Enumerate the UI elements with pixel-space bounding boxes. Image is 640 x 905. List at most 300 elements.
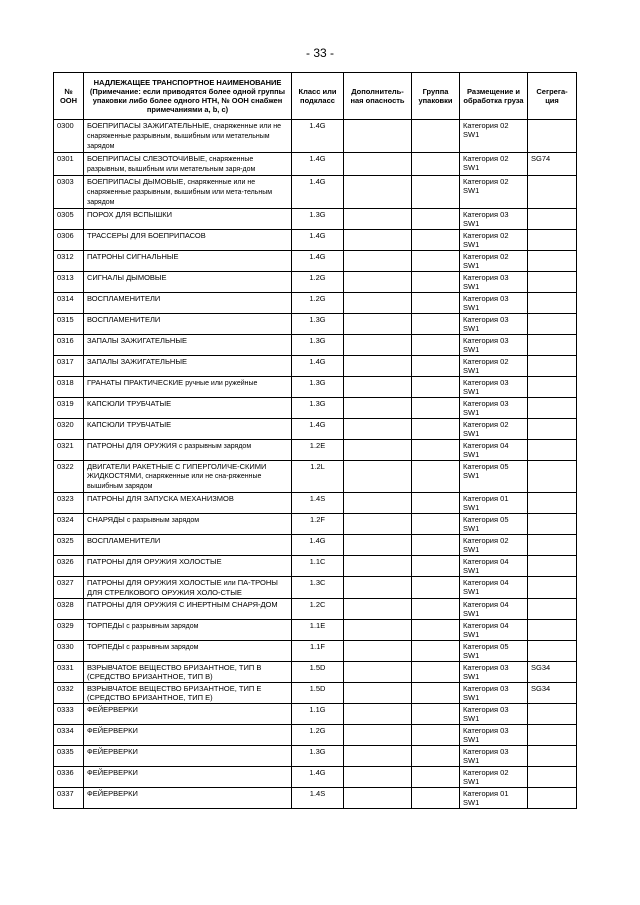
cell-segregation bbox=[528, 251, 577, 272]
shipping-name-upper: ЗАПАЛЫ ЗАЖИГАТЕЛЬНЫЕ bbox=[87, 336, 187, 345]
cell-segregation bbox=[528, 272, 577, 293]
table-row bbox=[54, 461, 577, 493]
cell-subsidiary-risk bbox=[344, 120, 412, 153]
cell-class: 1.4G bbox=[292, 356, 344, 377]
shipping-name-upper: ПАТРОНЫ ДЛЯ ОРУЖИЯ С ИНЕРТНЫМ СНАРЯ-ДОМ bbox=[87, 600, 278, 609]
cell-packing-group bbox=[412, 209, 460, 230]
cell-class: 1.3G bbox=[292, 377, 344, 398]
cell-segregation bbox=[528, 641, 577, 662]
cell-shipping-name bbox=[84, 293, 292, 314]
cell-stowage: Категория 02 SW1 bbox=[460, 535, 528, 556]
table-row bbox=[54, 641, 577, 662]
table-row bbox=[54, 230, 577, 251]
cell-subsidiary-risk bbox=[344, 767, 412, 788]
cell-stowage: Категория 05 SW1 bbox=[460, 641, 528, 662]
table-row bbox=[54, 153, 577, 176]
cell-shipping-name bbox=[84, 725, 292, 746]
cell-stowage: Категория 03 SW1 bbox=[460, 746, 528, 767]
cell-stowage: Категория 01 SW1 bbox=[460, 493, 528, 514]
cell-packing-group bbox=[412, 272, 460, 293]
cell-un-number: 0333 bbox=[54, 704, 84, 725]
cell-stowage: Категория 04 SW1 bbox=[460, 556, 528, 577]
table-row bbox=[54, 314, 577, 335]
cell-un-number: 0312 bbox=[54, 251, 84, 272]
cell-packing-group bbox=[412, 788, 460, 809]
cell-segregation bbox=[528, 293, 577, 314]
cell-shipping-name bbox=[84, 153, 292, 176]
cell-packing-group bbox=[412, 514, 460, 535]
cell-un-number: 0324 bbox=[54, 514, 84, 535]
cell-stowage: Категория 05 SW1 bbox=[460, 461, 528, 493]
table-row bbox=[54, 599, 577, 620]
shipping-name-lower: снаряженные или не сна-ряженные вышибным зарядом bbox=[87, 473, 262, 490]
cell-packing-group bbox=[412, 577, 460, 599]
cell-class: 1.4G bbox=[292, 176, 344, 209]
cell-packing-group bbox=[412, 440, 460, 461]
cell-stowage: Категория 01 SW1 bbox=[460, 788, 528, 809]
cell-segregation: SG74 bbox=[528, 153, 577, 176]
cell-un-number: 0301 bbox=[54, 153, 84, 176]
cell-packing-group bbox=[412, 599, 460, 620]
cell-packing-group bbox=[412, 725, 460, 746]
cell-subsidiary-risk bbox=[344, 535, 412, 556]
cell-shipping-name bbox=[84, 272, 292, 293]
cell-subsidiary-risk bbox=[344, 746, 412, 767]
cell-un-number: 0335 bbox=[54, 746, 84, 767]
cell-shipping-name bbox=[84, 556, 292, 577]
cell-shipping-name bbox=[84, 683, 292, 704]
cell-packing-group bbox=[412, 251, 460, 272]
cell-stowage: Категория 03 SW1 bbox=[460, 683, 528, 704]
cell-shipping-name bbox=[84, 662, 292, 683]
table-row bbox=[54, 493, 577, 514]
cell-subsidiary-risk bbox=[344, 251, 412, 272]
table-row bbox=[54, 535, 577, 556]
cell-segregation: SG34 bbox=[528, 662, 577, 683]
header-un-number: № ООН bbox=[54, 73, 84, 120]
cell-un-number: 0328 bbox=[54, 599, 84, 620]
cell-class: 1.4S bbox=[292, 493, 344, 514]
cell-un-number: 0303 bbox=[54, 176, 84, 209]
cell-un-number: 0327 bbox=[54, 577, 84, 599]
cell-subsidiary-risk bbox=[344, 356, 412, 377]
cell-subsidiary-risk bbox=[344, 272, 412, 293]
cell-segregation bbox=[528, 377, 577, 398]
cell-subsidiary-risk bbox=[344, 377, 412, 398]
shipping-name-lower: с разрывным зарядом bbox=[178, 443, 252, 450]
shipping-name-upper: БОЕПРИПАСЫ ЗАЖИГАТЕЛЬНЫЕ, bbox=[87, 121, 212, 130]
cell-un-number: 0319 bbox=[54, 398, 84, 419]
cell-segregation bbox=[528, 725, 577, 746]
cell-packing-group bbox=[412, 293, 460, 314]
cell-segregation bbox=[528, 419, 577, 440]
cell-segregation bbox=[528, 788, 577, 809]
cell-un-number: 0325 bbox=[54, 535, 84, 556]
cell-un-number: 0315 bbox=[54, 314, 84, 335]
cell-un-number: 0318 bbox=[54, 377, 84, 398]
cell-class: 1.3G bbox=[292, 314, 344, 335]
cell-shipping-name bbox=[84, 493, 292, 514]
cell-class: 1.3G bbox=[292, 335, 344, 356]
table-row bbox=[54, 251, 577, 272]
cell-packing-group bbox=[412, 767, 460, 788]
cell-shipping-name bbox=[84, 398, 292, 419]
cell-packing-group bbox=[412, 120, 460, 153]
cell-class: 1.4G bbox=[292, 153, 344, 176]
cell-subsidiary-risk bbox=[344, 641, 412, 662]
table-row bbox=[54, 176, 577, 209]
cell-un-number: 0317 bbox=[54, 356, 84, 377]
cell-segregation bbox=[528, 176, 577, 209]
cell-un-number: 0314 bbox=[54, 293, 84, 314]
table-row bbox=[54, 725, 577, 746]
cell-stowage: Категория 02 SW1 bbox=[460, 230, 528, 251]
cell-packing-group bbox=[412, 461, 460, 493]
shipping-name-upper: ТОРПЕДЫ bbox=[87, 642, 125, 651]
header-packing-group: Группа упаковки bbox=[412, 73, 460, 120]
cell-shipping-name bbox=[84, 335, 292, 356]
cell-un-number: 0330 bbox=[54, 641, 84, 662]
shipping-name-upper: ВЗРЫВЧАТОЕ ВЕЩЕСТВО БРИЗАНТНОЕ, ТИП B (СРЕДСТВО БРИЗАНТНОЕ, ТИП B) bbox=[87, 663, 262, 681]
table-row bbox=[54, 440, 577, 461]
cell-class: 1.4G bbox=[292, 120, 344, 153]
cell-un-number: 0300 bbox=[54, 120, 84, 153]
cell-stowage: Категория 04 SW1 bbox=[460, 620, 528, 641]
table-row bbox=[54, 398, 577, 419]
cell-segregation bbox=[528, 746, 577, 767]
shipping-name-lower: снаряженные разрывным, вышибным или метательным заря-дом bbox=[87, 156, 256, 173]
cell-subsidiary-risk bbox=[344, 514, 412, 535]
cell-un-number: 0331 bbox=[54, 662, 84, 683]
shipping-name-upper: ГРАНАТЫ ПРАКТИЧЕСКИЕ bbox=[87, 378, 184, 387]
cell-shipping-name bbox=[84, 314, 292, 335]
cell-un-number: 0326 bbox=[54, 556, 84, 577]
table-row bbox=[54, 514, 577, 535]
table-row bbox=[54, 767, 577, 788]
cell-subsidiary-risk bbox=[344, 153, 412, 176]
cell-segregation bbox=[528, 704, 577, 725]
cell-packing-group bbox=[412, 641, 460, 662]
cell-segregation bbox=[528, 335, 577, 356]
cell-un-number: 0316 bbox=[54, 335, 84, 356]
cell-segregation bbox=[528, 535, 577, 556]
table-body bbox=[54, 120, 577, 809]
shipping-name-upper: ФЕЙЕРВЕРКИ bbox=[87, 789, 138, 798]
table-row bbox=[54, 272, 577, 293]
cell-packing-group bbox=[412, 704, 460, 725]
cell-class: 1.5D bbox=[292, 662, 344, 683]
cell-packing-group bbox=[412, 493, 460, 514]
cell-segregation bbox=[528, 440, 577, 461]
cell-stowage: Категория 02 SW1 bbox=[460, 176, 528, 209]
cell-stowage: Категория 03 SW1 bbox=[460, 335, 528, 356]
cell-shipping-name bbox=[84, 704, 292, 725]
cell-shipping-name bbox=[84, 788, 292, 809]
header-subsidiary-risk: Дополнитель-ная опасность bbox=[344, 73, 412, 120]
cell-class: 1.4G bbox=[292, 230, 344, 251]
cell-class: 1.1F bbox=[292, 641, 344, 662]
cell-un-number: 0305 bbox=[54, 209, 84, 230]
cell-shipping-name bbox=[84, 120, 292, 153]
cell-stowage: Категория 03 SW1 bbox=[460, 272, 528, 293]
cell-stowage: Категория 03 SW1 bbox=[460, 704, 528, 725]
cell-subsidiary-risk bbox=[344, 440, 412, 461]
cell-segregation bbox=[528, 493, 577, 514]
table-row bbox=[54, 419, 577, 440]
cell-shipping-name bbox=[84, 176, 292, 209]
cell-un-number: 0313 bbox=[54, 272, 84, 293]
header-segregation: Сегрега-ция bbox=[528, 73, 577, 120]
shipping-name-upper: ФЕЙЕРВЕРКИ bbox=[87, 747, 138, 756]
cell-class: 1.4G bbox=[292, 767, 344, 788]
header-shipping-name: НАДЛЕЖАЩЕЕ ТРАНСПОРТНОЕ НАИМЕНОВАНИЕ (Примечание: если приводятся более одной группы упаковки либо более одного НТН, № ООН снабжен примечаниями a, b, c) bbox=[84, 73, 292, 120]
table-row bbox=[54, 662, 577, 683]
cell-packing-group bbox=[412, 314, 460, 335]
cell-subsidiary-risk bbox=[344, 556, 412, 577]
cell-stowage: Категория 02 SW1 bbox=[460, 251, 528, 272]
cell-un-number: 0336 bbox=[54, 767, 84, 788]
table-row bbox=[54, 335, 577, 356]
cell-class: 1.2G bbox=[292, 272, 344, 293]
cell-stowage: Категория 02 SW1 bbox=[460, 767, 528, 788]
cell-subsidiary-risk bbox=[344, 419, 412, 440]
cell-class: 1.4G bbox=[292, 535, 344, 556]
table-row bbox=[54, 556, 577, 577]
shipping-name-lower: с разрывным зарядом bbox=[126, 644, 199, 651]
shipping-name-upper: ДВИГАТЕЛИ РАКЕТНЫЕ С ГИПЕРГОЛИЧЕ-СКИМИ ЖИДКОСТЯМИ, bbox=[87, 462, 267, 480]
shipping-name-upper: БОЕПРИПАСЫ СЛЕЗОТОЧИВЫЕ, bbox=[87, 154, 208, 163]
cell-packing-group bbox=[412, 746, 460, 767]
table-row bbox=[54, 704, 577, 725]
cell-class: 1.1E bbox=[292, 620, 344, 641]
shipping-name-lower: снаряженные или не снаряженные разрывным, вышибным или метательным зарядом bbox=[87, 123, 281, 150]
cell-stowage: Категория 03 SW1 bbox=[460, 398, 528, 419]
cell-stowage: Категория 04 SW1 bbox=[460, 599, 528, 620]
cell-un-number: 0334 bbox=[54, 725, 84, 746]
cell-packing-group bbox=[412, 535, 460, 556]
shipping-name-upper: ТОРПЕДЫ bbox=[87, 621, 125, 630]
shipping-name-upper: ФЕЙЕРВЕРКИ bbox=[87, 768, 138, 777]
cell-segregation bbox=[528, 599, 577, 620]
header-stowage: Размещение и обработка груза bbox=[460, 73, 528, 120]
cell-subsidiary-risk bbox=[344, 599, 412, 620]
cell-shipping-name bbox=[84, 746, 292, 767]
cell-shipping-name bbox=[84, 767, 292, 788]
cell-stowage: Категория 02 SW1 bbox=[460, 419, 528, 440]
cell-un-number: 0306 bbox=[54, 230, 84, 251]
cell-subsidiary-risk bbox=[344, 725, 412, 746]
cell-stowage: Категория 04 SW1 bbox=[460, 440, 528, 461]
shipping-name-lower: с разрывным зарядом bbox=[126, 517, 200, 524]
cell-stowage: Категория 02 SW1 bbox=[460, 120, 528, 153]
table-row bbox=[54, 293, 577, 314]
cell-shipping-name bbox=[84, 514, 292, 535]
shipping-name-upper: СИГНАЛЫ ДЫМОВЫЕ bbox=[87, 273, 167, 282]
cell-shipping-name bbox=[84, 209, 292, 230]
shipping-name-upper: ВОСПЛАМЕНИТЕЛИ bbox=[87, 536, 161, 545]
cell-un-number: 0321 bbox=[54, 440, 84, 461]
shipping-name-upper: ПАТРОНЫ СИГНАЛЬНЫЕ bbox=[87, 252, 179, 261]
cell-un-number: 0329 bbox=[54, 620, 84, 641]
cell-segregation bbox=[528, 209, 577, 230]
table-row bbox=[54, 620, 577, 641]
cell-stowage: Категория 03 SW1 bbox=[460, 377, 528, 398]
page-number: - 33 - bbox=[305, 46, 334, 60]
shipping-name-upper: ПАТРОНЫ ДЛЯ ЗАПУСКА МЕХАНИЗМОВ bbox=[87, 494, 234, 503]
cell-stowage: Категория 03 SW1 bbox=[460, 314, 528, 335]
shipping-name-upper: ВОСПЛАМЕНИТЕЛИ bbox=[87, 315, 161, 324]
cell-subsidiary-risk bbox=[344, 314, 412, 335]
cell-segregation bbox=[528, 514, 577, 535]
cell-class: 1.3G bbox=[292, 209, 344, 230]
cell-segregation: SG34 bbox=[528, 683, 577, 704]
shipping-name-upper: ПАТРОНЫ ДЛЯ ОРУЖИЯ ХОЛОСТЫЕ bbox=[87, 557, 222, 566]
cell-stowage: Категория 02 SW1 bbox=[460, 153, 528, 176]
cell-subsidiary-risk bbox=[344, 335, 412, 356]
cell-shipping-name bbox=[84, 599, 292, 620]
shipping-name-upper: ТРАССЕРЫ ДЛЯ БОЕПРИПАСОВ bbox=[87, 231, 206, 240]
cell-shipping-name bbox=[84, 461, 292, 493]
cell-class: 1.5D bbox=[292, 683, 344, 704]
cell-un-number: 0337 bbox=[54, 788, 84, 809]
cell-subsidiary-risk bbox=[344, 461, 412, 493]
shipping-name-upper: ВОСПЛАМЕНИТЕЛИ bbox=[87, 294, 161, 303]
cell-class: 1.2E bbox=[292, 440, 344, 461]
cell-shipping-name bbox=[84, 440, 292, 461]
cell-class: 1.2G bbox=[292, 725, 344, 746]
cell-un-number: 0332 bbox=[54, 683, 84, 704]
cell-un-number: 0323 bbox=[54, 493, 84, 514]
shipping-name-upper: ПАТРОНЫ ДЛЯ ОРУЖИЯ bbox=[87, 441, 177, 450]
cell-segregation bbox=[528, 230, 577, 251]
shipping-name-upper: ЗАПАЛЫ ЗАЖИГАТЕЛЬНЫЕ bbox=[87, 357, 187, 366]
cell-packing-group bbox=[412, 662, 460, 683]
shipping-name-lower: или bbox=[223, 580, 236, 587]
shipping-name-upper: СНАРЯДЫ bbox=[87, 515, 125, 524]
cell-class: 1.3G bbox=[292, 398, 344, 419]
cell-packing-group bbox=[412, 230, 460, 251]
shipping-name-lower: ручные или ружейные bbox=[185, 380, 258, 387]
cell-subsidiary-risk bbox=[344, 209, 412, 230]
cell-packing-group bbox=[412, 176, 460, 209]
cell-packing-group bbox=[412, 556, 460, 577]
cell-class: 1.2G bbox=[292, 293, 344, 314]
cell-segregation bbox=[528, 556, 577, 577]
cell-class: 1.4G bbox=[292, 419, 344, 440]
cell-shipping-name bbox=[84, 535, 292, 556]
shipping-name-lower: снаряженные или не снаряженные разрывным, вышибным или мета-тельным зарядом bbox=[87, 179, 273, 206]
cell-subsidiary-risk bbox=[344, 683, 412, 704]
cell-subsidiary-risk bbox=[344, 704, 412, 725]
cell-stowage: Категория 03 SW1 bbox=[460, 209, 528, 230]
shipping-name-upper: КАПСЮЛИ ТРУБЧАТЫЕ bbox=[87, 420, 172, 429]
dangerous-goods-table bbox=[53, 72, 577, 809]
cell-stowage: Категория 03 SW1 bbox=[460, 293, 528, 314]
cell-packing-group bbox=[412, 356, 460, 377]
cell-class: 1.2L bbox=[292, 461, 344, 493]
cell-segregation bbox=[528, 314, 577, 335]
cell-stowage: Категория 02 SW1 bbox=[460, 356, 528, 377]
cell-stowage: Категория 04 SW1 bbox=[460, 577, 528, 599]
cell-segregation bbox=[528, 767, 577, 788]
cell-stowage: Категория 05 SW1 bbox=[460, 514, 528, 535]
shipping-name-upper: КАПСЮЛИ ТРУБЧАТЫЕ bbox=[87, 399, 172, 408]
shipping-name-upper: ФЕЙЕРВЕРКИ bbox=[87, 726, 138, 735]
cell-packing-group bbox=[412, 620, 460, 641]
cell-subsidiary-risk bbox=[344, 577, 412, 599]
cell-shipping-name bbox=[84, 230, 292, 251]
cell-segregation bbox=[528, 577, 577, 599]
table-row bbox=[54, 377, 577, 398]
cell-class: 1.4G bbox=[292, 251, 344, 272]
cell-segregation bbox=[528, 120, 577, 153]
cell-subsidiary-risk bbox=[344, 398, 412, 419]
cell-packing-group bbox=[412, 153, 460, 176]
cell-class: 1.2F bbox=[292, 514, 344, 535]
shipping-name-upper: ВЗРЫВЧАТОЕ ВЕЩЕСТВО БРИЗАНТНОЕ, ТИП E (СРЕДСТВО БРИЗАНТНОЕ, ТИП E) bbox=[87, 684, 262, 702]
cell-segregation bbox=[528, 398, 577, 419]
cell-subsidiary-risk bbox=[344, 176, 412, 209]
cell-packing-group bbox=[412, 419, 460, 440]
table-row bbox=[54, 209, 577, 230]
cell-class: 1.1C bbox=[292, 556, 344, 577]
cell-class: 1.3G bbox=[292, 746, 344, 767]
cell-shipping-name bbox=[84, 419, 292, 440]
cell-packing-group bbox=[412, 377, 460, 398]
cell-class: 1.3C bbox=[292, 577, 344, 599]
table-row bbox=[54, 356, 577, 377]
shipping-name-upper-2: ПА-ТРОНЫ ДЛЯ СТРЕЛКОВОГО ОРУЖИЯ ХОЛО-СТЫЕ bbox=[87, 578, 278, 597]
table-row bbox=[54, 788, 577, 809]
cell-shipping-name bbox=[84, 641, 292, 662]
cell-subsidiary-risk bbox=[344, 230, 412, 251]
cell-subsidiary-risk bbox=[344, 788, 412, 809]
cell-shipping-name bbox=[84, 251, 292, 272]
cell-shipping-name bbox=[84, 620, 292, 641]
cell-stowage: Категория 03 SW1 bbox=[460, 662, 528, 683]
cell-subsidiary-risk bbox=[344, 493, 412, 514]
table-row bbox=[54, 683, 577, 704]
table-row bbox=[54, 746, 577, 767]
cell-packing-group bbox=[412, 335, 460, 356]
shipping-name-lower: с разрывным зарядом bbox=[126, 623, 199, 630]
shipping-name-upper: ПОРОХ ДЛЯ ВСПЫШКИ bbox=[87, 210, 172, 219]
table-row bbox=[54, 577, 577, 599]
cell-un-number: 0322 bbox=[54, 461, 84, 493]
cell-packing-group bbox=[412, 398, 460, 419]
cell-un-number: 0320 bbox=[54, 419, 84, 440]
cell-class: 1.4S bbox=[292, 788, 344, 809]
cell-segregation bbox=[528, 620, 577, 641]
cell-subsidiary-risk bbox=[344, 620, 412, 641]
shipping-name-upper: ФЕЙЕРВЕРКИ bbox=[87, 705, 138, 714]
cell-packing-group bbox=[412, 683, 460, 704]
cell-shipping-name bbox=[84, 377, 292, 398]
cell-shipping-name bbox=[84, 356, 292, 377]
cell-segregation bbox=[528, 356, 577, 377]
shipping-name-upper: БОЕПРИПАСЫ ДЫМОВЫЕ, bbox=[87, 177, 186, 186]
cell-segregation bbox=[528, 461, 577, 493]
table-header-row bbox=[54, 73, 577, 120]
shipping-name-upper: ПАТРОНЫ ДЛЯ ОРУЖИЯ ХОЛОСТЫЕ bbox=[87, 578, 222, 587]
cell-shipping-name bbox=[84, 577, 292, 599]
cell-subsidiary-risk bbox=[344, 293, 412, 314]
cell-stowage: Категория 03 SW1 bbox=[460, 725, 528, 746]
header-class: Класс или подкласс bbox=[292, 73, 344, 120]
cell-class: 1.1G bbox=[292, 704, 344, 725]
table-row bbox=[54, 120, 577, 153]
cell-subsidiary-risk bbox=[344, 662, 412, 683]
